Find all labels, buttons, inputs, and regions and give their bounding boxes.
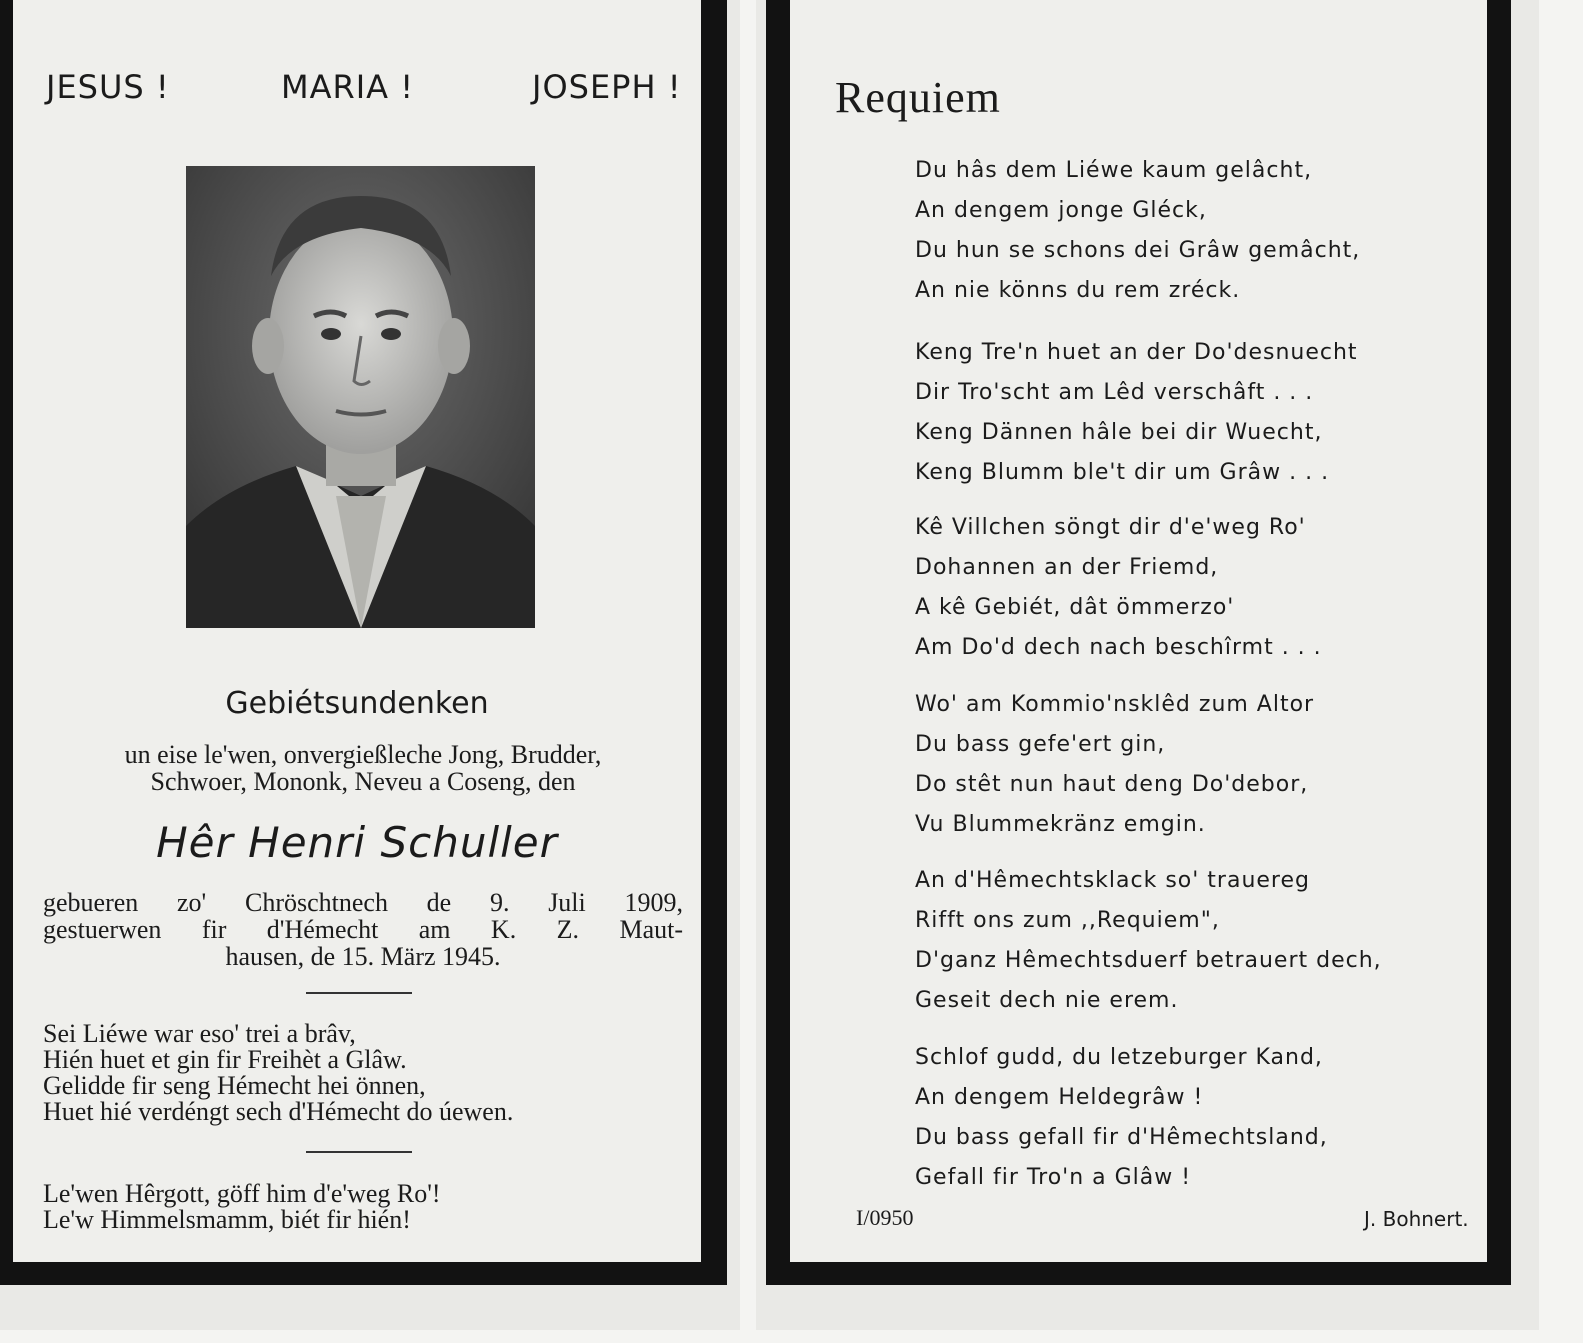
poem-line: An dengem jonge Gléck, (915, 198, 1207, 223)
birth-death-text (43, 889, 683, 970)
poem-stanza (915, 333, 1358, 493)
left-card-inner (13, 0, 701, 1262)
header-jesus: JESUS ! (46, 68, 170, 106)
tribute-line: Hién huet et gin fir Freihèt a Glâw. (43, 1045, 407, 1074)
poem-line: Wo' am Kommio'nsklêd zum Altor (915, 692, 1315, 717)
poem-stanza (915, 685, 1314, 845)
dedication-line: Schwoer, Mononk, Neveu a Coseng, den (150, 767, 576, 796)
poem-line: Dir Tro'scht am Lêd verschâft . . . (915, 380, 1314, 405)
poem-line: Dohannen an der Friemd, (915, 555, 1219, 580)
poem-line: Keng Blumm ble't dir um Grâw . . . (915, 460, 1330, 485)
tribute-line: Gelidde fir seng Hémecht hei önnen, (43, 1071, 426, 1100)
poem-line: Kê Villchen söngt dir d'e'weg Ro' (915, 515, 1306, 540)
poem-line: D'ganz Hêmechtsduerf betrauert dech, (915, 948, 1382, 973)
requiem-title: Requiem (835, 73, 1001, 122)
poem-line: Du hun se schons dei Grâw gemâcht, (915, 238, 1361, 263)
left-card (0, 0, 727, 1285)
birth-death-line: gestuerwen fir d'Hémecht am K. Z. Maut- (43, 915, 683, 944)
poem-line: Do stêt nun haut deng Do'debor, (915, 772, 1309, 797)
prayer-verse (43, 1181, 441, 1233)
print-code: I/0950 (856, 1205, 914, 1230)
prayer-line: Le'w Himmelsmamm, biét fir hién! (43, 1205, 411, 1234)
poem-stanza (915, 861, 1382, 1021)
poem-line: Geseit dech nie erem. (915, 988, 1179, 1013)
poem-line: A kê Gebiét, dât ömmerzo' (915, 595, 1235, 620)
poem-stanza (915, 151, 1360, 311)
divider (306, 1151, 412, 1153)
poem-line: Am Do'd dech nach beschîrmt . . . (915, 635, 1322, 660)
poem-line: Keng Tre'n huet an der Do'desnuecht (915, 340, 1358, 365)
header-maria: MARIA ! (281, 68, 415, 106)
header-joseph: JOSEPH ! (532, 68, 682, 106)
poem-line: Rifft ons zum ,,Requiem", (915, 908, 1220, 933)
poem-line: Vu Blummekränz emgin. (915, 812, 1206, 837)
birth-death-line: hausen, de 15. März 1945. (225, 942, 501, 971)
poem-line: Du bass gefall fir d'Hêmechtsland, (915, 1125, 1328, 1150)
poem-line: An nie könns du rem zréck. (915, 278, 1241, 303)
poem-stanza (915, 1038, 1328, 1198)
poem-line: An d'Hêmechtsklack so' trauereg (915, 868, 1310, 893)
tribute-verse (43, 1021, 513, 1125)
birth-death-line: gebueren zo' Chröschtnech de 9. Juli 1909, (43, 888, 683, 917)
poem-stanza (915, 508, 1322, 668)
tribute-line: Sei Liéwe war eso' trei a brâv, (43, 1019, 356, 1048)
poem-line: Keng Dännen hâle bei dir Wuecht, (915, 420, 1323, 445)
divider (306, 992, 412, 994)
right-card-inner (790, 0, 1487, 1262)
tribute-line: Huet hié verdéngt sech d'Hémecht do úewen. (43, 1097, 514, 1126)
memorial-title: Gebiétsundenken (225, 686, 489, 721)
poem-line: An dengem Heldegrâw ! (915, 1085, 1204, 1110)
deceased-name: Hêr Henri Schuller (156, 818, 558, 867)
poem-line: Du hâs dem Liéwe kaum gelâcht, (915, 158, 1313, 183)
dedication-text (43, 741, 683, 795)
poem-line: Schlof gudd, du letzeburger Kand, (915, 1045, 1323, 1070)
prayer-line: Le'wen Hêrgott, göff him d'e'weg Ro'! (43, 1179, 441, 1208)
portrait-illustration (186, 166, 535, 628)
portrait-photo (186, 166, 535, 628)
printer-credit: J. Bohnert. (1364, 1207, 1469, 1231)
right-card (766, 0, 1511, 1285)
dedication-line: un eise le'wen, onvergießleche Jong, Brudder, (124, 740, 602, 769)
poem-line: Gefall fir Tro'n a Glâw ! (915, 1165, 1192, 1190)
poem-line: Du bass gefe'ert gin, (915, 732, 1166, 757)
